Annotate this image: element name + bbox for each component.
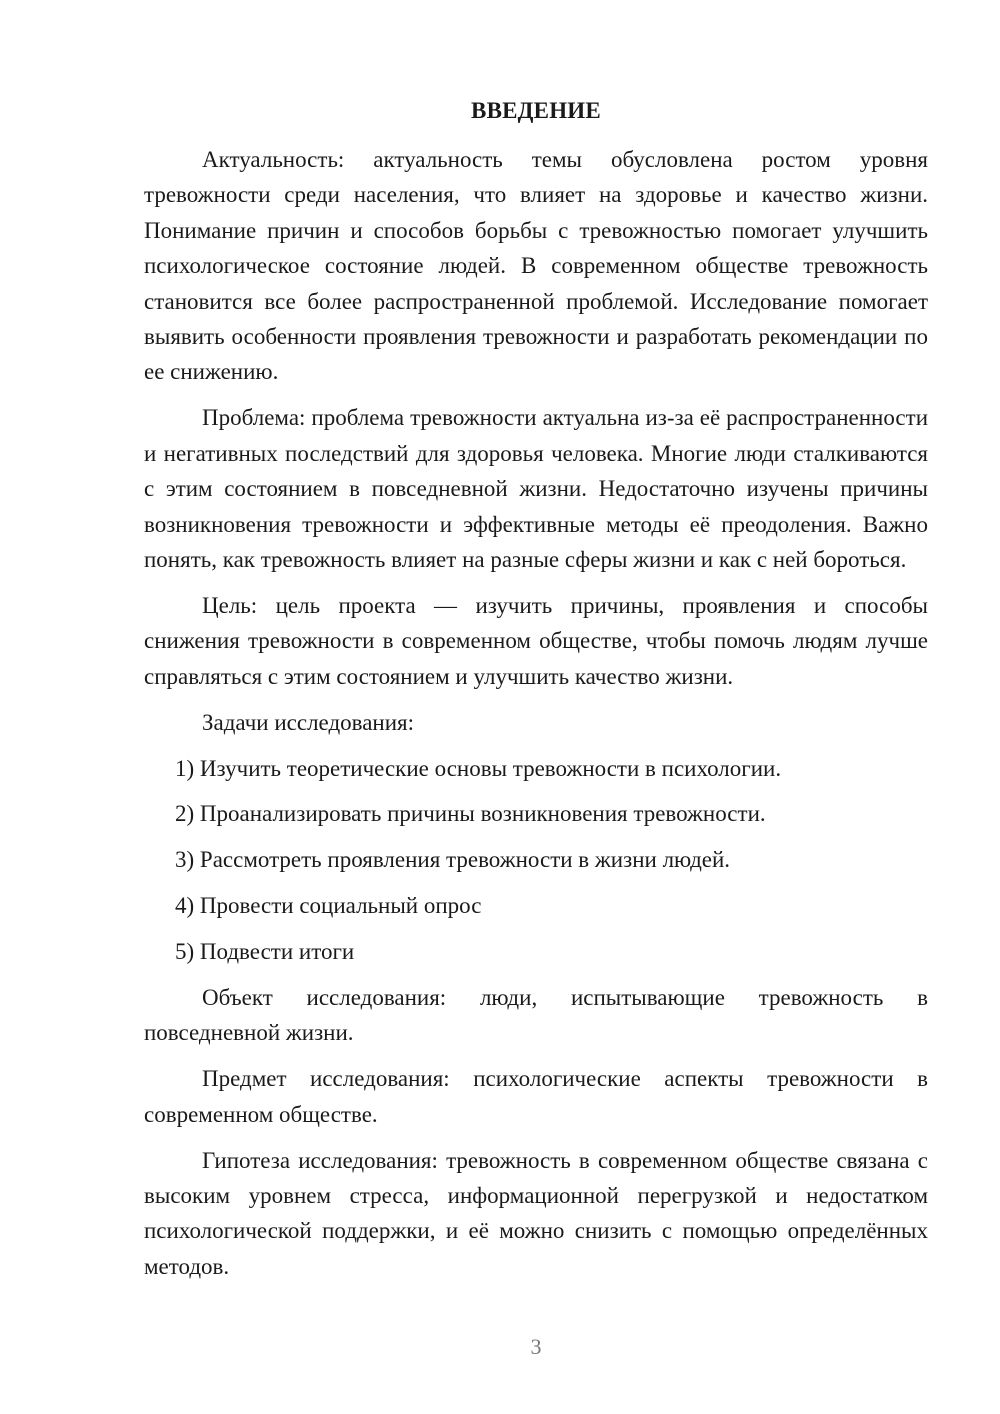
paragraph-goal: Цель: цель проекта — изучить причины, проявления и способы снижения тревожности в современном обществе, чтобы помочь людям лучше справляться с этим состоянием и улучшить качество жизни. (144, 592, 928, 689)
task-item-4: 4) Провести социальный опрос (175, 893, 482, 919)
paragraph-subject: Предмет исследования: психологические аспекты тревожности в современном обществе. (144, 1066, 928, 1127)
task-item-5: 5) Подвести итоги (175, 939, 355, 965)
task-item-2: 2) Проанализировать причины возникновения тревожности. (175, 801, 766, 827)
page-number: 3 (530, 1334, 542, 1359)
paragraph-hypothesis: Гипотеза исследования: тревожность в современном обществе связана с высоким уровнем стресса, информационной перегрузкой и недостатком психологической поддержки, и её можно снизить с помощью определённых методов. (144, 1147, 928, 1279)
paragraph-object: Объект исследования: люди, испытывающие тревожность в повседневной жизни. (144, 985, 928, 1046)
paragraph-problem: Проблема: проблема тревожности актуальна из-за её распространенности и негативных последствий для здоровья человека. Многие люди сталкиваются с этим состоянием в повседневной жизни. Недостаточно изучены причины возникновения тревожности и эффективные методы её преодоления. Важно понять, как тревожность влияет на разные сферы жизни и как с ней бороться. (144, 405, 928, 572)
task-item-3: 3) Рассмотреть проявления тревожности в жизни людей. (175, 847, 731, 873)
document-body (144, 142, 928, 1295)
tasks-heading: Задачи исследования: (202, 709, 415, 735)
paragraph-relevance: Актуальность: актуальность темы обусловлена ростом уровня тревожности среди населения, что влияет на здоровье и качество жизни. Понимание причин и способов борьбы с тревожностью помогает улучшить психологическое состояние людей. В современном обществе тревожность становится все более распространенной проблемой. Исследование помогает выявить особенности проявления тревожности и разработать рекомендации по ее снижению. (144, 147, 928, 385)
task-item-1: 1) Изучить теоретические основы тревожности в психологии. (175, 755, 782, 781)
page-title: ВВЕДЕНИЕ (471, 98, 601, 123)
